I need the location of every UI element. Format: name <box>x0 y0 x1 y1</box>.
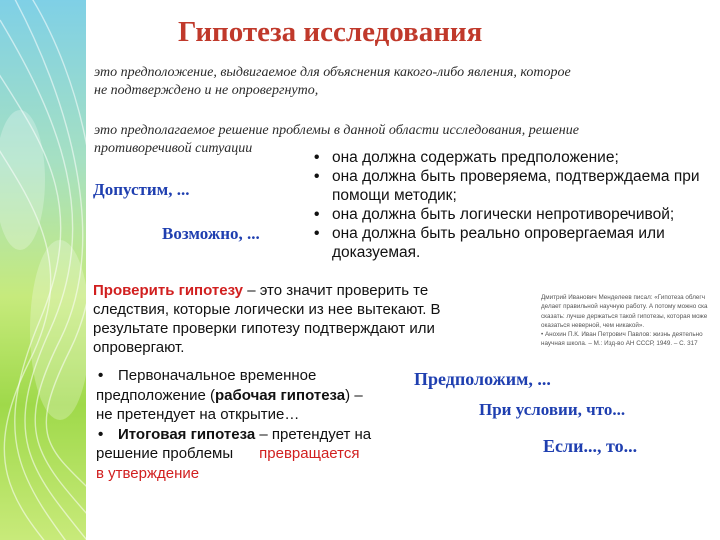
statement-text: в утверждение <box>96 464 200 482</box>
list-item: • она должна быть проверяема, подтверждаема при помощи методик; <box>310 167 700 205</box>
list-item: • она должна содержать предположение; <box>310 148 700 167</box>
page-title: Гипотеза исследования <box>178 16 483 48</box>
phrase-vozmozhno: Возможно, ... <box>162 224 260 243</box>
list-item: • Итоговая гипотеза – претендует на <box>98 425 372 443</box>
phrase-esli-to: Если..., то... <box>543 436 638 456</box>
check-hypothesis-term: Проверить гипотезу <box>93 282 244 299</box>
phrase-predpolozhim: Предположим, ... <box>414 369 551 389</box>
working-hypothesis-term: рабочая гипотеза <box>215 386 346 404</box>
working-vs-final-hypothesis: • Первоначальное временное предположение (рабочая гипотеза) – не претендует на открытие… • Итоговая гипотеза – претендует на решение проблемы превращается в утверждение <box>96 367 372 482</box>
definition-1-line-1: это предположение, выдвигаемое для объяснения какого-либо явления, которое <box>94 65 571 80</box>
list-item: • она должна быть логически непротиворечивой; <box>310 205 700 224</box>
final-hypothesis-term: Итоговая гипотеза <box>118 425 256 443</box>
becomes-text: превращается <box>259 445 360 462</box>
decorative-swirl-graphic <box>0 0 86 540</box>
definition-1 <box>94 64 571 100</box>
decorative-side-panel <box>0 0 86 540</box>
phrase-dopustim: Допустим, ... <box>93 180 190 199</box>
list-item: • Первоначальное временное <box>98 367 317 384</box>
list-item: • она должна быть реально опровергаемая или доказуемая. <box>310 224 700 262</box>
definition-1-line-2: не подтверждено и не опровергнуто, <box>94 83 319 98</box>
mendeleev-quote: Дмитрий Иванович Менделеев писал: «Гипотеза облегч делает правильной научную работу. А потому можно ска сказать: лучше держаться такой гипотезы, которая може оказаться неверной, чем никакой». • Анохин П.К. Иван Петрович Павлов: жизнь деятельно научная школа. – М.: Изд-во АН СССР, 1949. – С. 317 <box>541 294 708 348</box>
phrase-pri-uslovii: При условии, что... <box>479 400 626 419</box>
hypothesis-requirements-list <box>310 148 700 262</box>
check-hypothesis-paragraph: Проверить гипотезу – это значит проверить те следствия, которые логически из нее вытекают. В результате проверки гипотезу подтверждают или опровергают. <box>93 282 441 356</box>
definition-2-line-2: противоречивой ситуации <box>94 141 253 156</box>
definition-2-line-1: это предполагаемое решение проблемы в данной области исследования, решение <box>94 123 579 138</box>
